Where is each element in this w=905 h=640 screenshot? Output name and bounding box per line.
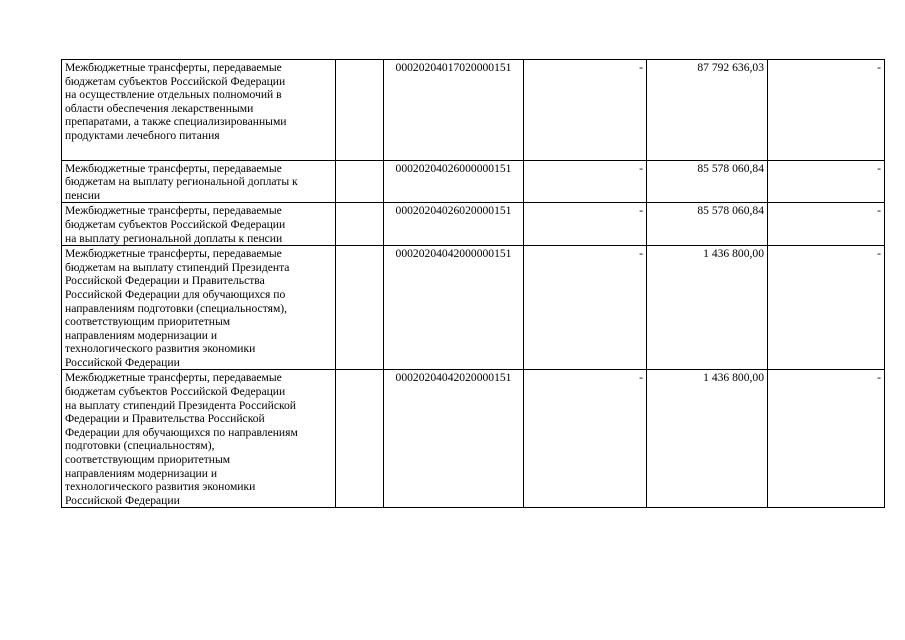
empty-cell [336,60,384,161]
transfer-name-line: препаратами, а также специализированными [65,115,287,129]
last-amount-cell: - [768,203,885,246]
transfer-name-cell [62,60,336,161]
last-amount-cell: - [768,160,885,203]
transfer-name-line: Федерации и Правительства Российской [65,412,265,426]
empty-cell [336,203,384,246]
executed-amount-cell: 1 436 800,00 [647,246,768,370]
last-amount-cell: - [768,370,885,508]
transfer-name-line: бюджетам на выплату стипендий Президента [65,260,290,274]
transfer-name-cell [62,246,336,370]
budget-code-cell: 00020204042020000151 [384,370,524,508]
empty-cell [336,160,384,203]
last-amount-cell: - [768,246,885,370]
transfer-name-line: Межбюджетные трансферты, передаваемые [65,204,282,218]
transfer-name-line: Российской Федерации для обучающихся по [65,287,286,301]
budget-table-body [62,60,885,508]
empty-cell [336,370,384,508]
transfer-name-line: на выплату региональной доплаты к пенсии [65,231,283,245]
executed-amount-cell: 1 436 800,00 [647,370,768,508]
plan-amount-cell: - [524,203,647,246]
transfer-name-line: бюджетам на выплату региональной доплаты к [65,175,298,189]
transfer-name-line: пенсии [65,188,101,202]
transfer-name-line: Межбюджетные трансферты, передаваемые [65,371,282,385]
transfer-name-line: Межбюджетные трансферты, передаваемые [65,161,282,175]
table-row [62,246,885,370]
plan-amount-cell: - [524,246,647,370]
transfer-name-line: направлениям модернизации и [65,466,218,480]
transfer-name-line: Федерации для обучающихся по направлениям [65,425,298,439]
transfer-name-line: технологического развития экономики [65,480,256,494]
transfer-name-line: Российской Федерации [65,355,180,369]
transfer-name-line: бюджетам субъектов Российской Федерации [65,385,286,399]
transfer-name-line: соответствующим приоритетным [65,315,231,329]
empty-cell [336,246,384,370]
plan-amount-cell: - [524,160,647,203]
table-row [62,160,885,203]
transfer-name-line: направлениям модернизации и [65,328,218,342]
transfer-name-cell [62,370,336,508]
budget-code-cell: 00020204026000000151 [384,160,524,203]
executed-amount-cell: 85 578 060,84 [647,160,768,203]
plan-amount-cell: - [524,60,647,161]
table-row [62,370,885,508]
transfer-name-line: Межбюджетные трансферты, передаваемые [65,61,282,74]
transfer-name-line: подготовки (специальностям), [65,439,215,453]
last-amount-cell: - [768,60,885,161]
transfer-name-line: соответствующим приоритетным [65,453,231,467]
transfer-name-line: Российской Федерации [65,493,180,507]
table-row [62,60,885,161]
transfer-name-line: области обеспечения лекарственными [65,101,254,115]
transfer-name-cell [62,203,336,246]
table-row [62,203,885,246]
transfer-name-line: на осуществление отдельных полномочий в [65,88,282,102]
transfer-name-line: бюджетам субъектов Российской Федерации [65,217,286,231]
executed-amount-cell: 87 792 636,03 [647,60,768,161]
budget-code-cell: 00020204017020000151 [384,60,524,161]
executed-amount-cell: 85 578 060,84 [647,203,768,246]
budget-code-cell: 00020204026020000151 [384,203,524,246]
budget-table [61,59,885,508]
transfer-name-line: Межбюджетные трансферты, передаваемые [65,247,282,261]
transfer-name-line: на выплату стипендий Президента Российской [65,398,297,412]
plan-amount-cell: - [524,370,647,508]
budget-code-cell: 00020204042000000151 [384,246,524,370]
transfer-name-line: продуктами лечебного питания [65,128,220,142]
transfer-name-line: направлениям подготовки (специальностям), [65,301,288,315]
transfer-name-line: бюджетам субъектов Российской Федерации [65,74,286,88]
transfer-name-line: технологического развития экономики [65,342,256,356]
transfer-name-cell [62,160,336,203]
transfer-name-line: Российской Федерации и Правительства [65,274,265,288]
